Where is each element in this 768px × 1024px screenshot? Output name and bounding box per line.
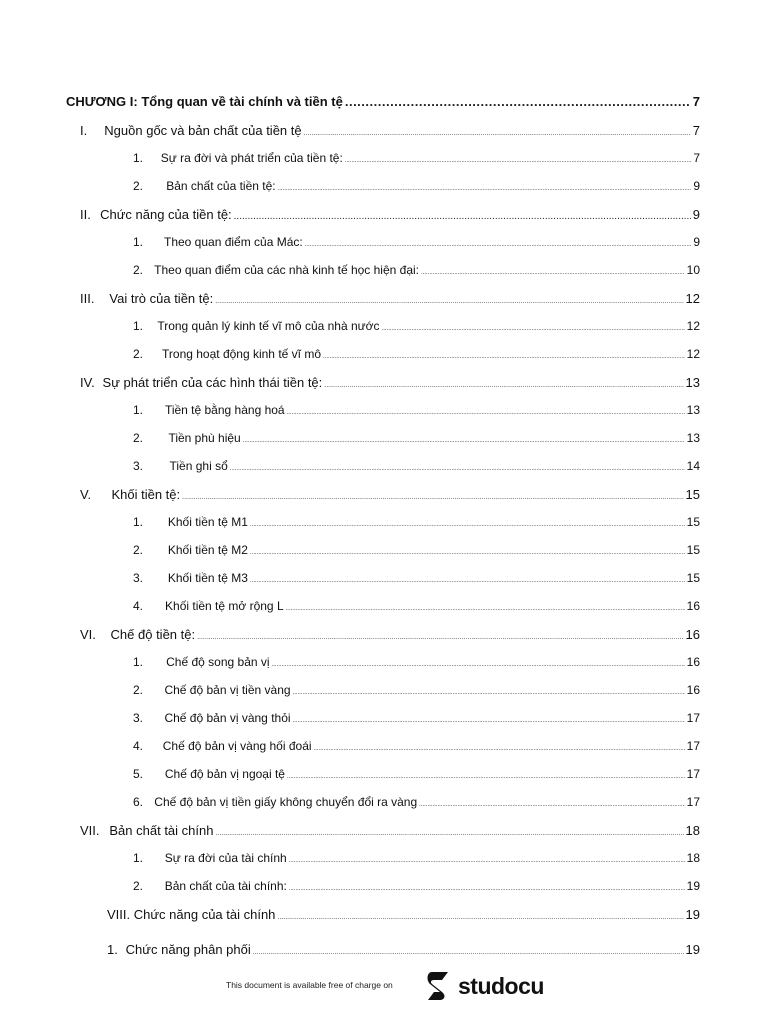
subsection-page: 17	[686, 767, 700, 781]
subsection-page: 18	[686, 851, 700, 865]
subsection-page: 13	[686, 431, 700, 445]
subsection-title: Bản chất của tài chính:	[164, 879, 287, 893]
subsection-number: 4.	[133, 599, 144, 613]
chapter-page: 7	[692, 94, 700, 109]
studocu-logo[interactable]	[424, 970, 544, 1002]
subsection-title: Tiền phù hiệu	[168, 431, 241, 445]
subsection-page: 15	[686, 515, 700, 529]
section-page: 15	[685, 487, 700, 502]
subsection-number: 2.	[133, 179, 144, 193]
subsection-number: 1.	[133, 655, 144, 669]
toc-subsection[interactable]	[107, 942, 700, 957]
subsection-number: 1.	[133, 851, 144, 865]
toc-subsection[interactable]	[133, 683, 700, 697]
dot-leader	[277, 914, 683, 921]
subsection-number: 1.	[133, 515, 144, 529]
subsection-page: 19	[686, 879, 700, 893]
subsection-page: 10	[686, 263, 700, 277]
section-page: 13	[685, 375, 700, 390]
toc-subsection[interactable]	[133, 543, 700, 557]
section-title: Vai trò của tiền tệ:	[109, 291, 214, 306]
subsection-title: Khối tiền tệ mở rộng L	[165, 599, 284, 613]
subsection-number: 2.	[133, 431, 144, 445]
section-number: IV.	[80, 375, 95, 390]
toc-subsection[interactable]	[133, 767, 700, 781]
subsection-number: 5.	[133, 767, 144, 781]
chapter-title: CHƯƠNG I: Tổng quan về tài chính và tiền tệ	[66, 94, 343, 109]
dot-leader	[382, 326, 685, 332]
toc-section-3[interactable]	[80, 291, 700, 306]
subsection-number: 1.	[133, 403, 144, 417]
dot-leader	[419, 802, 684, 808]
subsection-title: Khối tiền tệ M3	[167, 571, 248, 585]
subsection-title: Chế độ bản vị vàng hối đoái	[162, 739, 312, 753]
dot-leader	[253, 949, 684, 956]
dot-leader	[215, 298, 683, 305]
studocu-wordmark: studocu	[458, 972, 544, 999]
footer-text: This document is available free of charge on	[226, 980, 393, 990]
section-page: 9	[692, 207, 700, 222]
dot-leader	[278, 186, 692, 192]
subsection-number: 1.	[133, 235, 144, 249]
subsection-page: 16	[686, 599, 700, 613]
dot-leader	[250, 550, 685, 556]
dot-leader	[323, 354, 685, 360]
toc-chapter[interactable]	[66, 94, 700, 109]
toc-subsection[interactable]	[133, 263, 700, 277]
subsection-page: 16	[686, 683, 700, 697]
subsection-number: 2.	[133, 543, 144, 557]
section-title: Khối tiền tệ:	[111, 487, 181, 502]
section-number: II.	[80, 207, 91, 222]
subsection-title: Theo quan điểm của các nhà kinh tế học hiện đại:	[154, 263, 419, 277]
section-page: 18	[685, 823, 700, 838]
toc-subsection[interactable]	[133, 403, 700, 417]
dot-leader	[289, 886, 685, 892]
subsection-number: 6.	[133, 795, 144, 809]
toc-section-8[interactable]	[107, 907, 700, 922]
dot-leader	[345, 94, 691, 109]
subsection-page: 19	[685, 942, 700, 957]
subsection-number: 1.	[133, 151, 144, 165]
dot-leader	[215, 830, 683, 837]
dot-leader	[182, 494, 683, 501]
subsection-page: 13	[686, 403, 700, 417]
dot-leader	[305, 242, 692, 248]
dot-leader	[250, 522, 685, 528]
subsection-title: Chế độ bản vị tiền vàng	[164, 683, 291, 697]
section-number: VII.	[80, 823, 100, 838]
toc-section-1[interactable]	[80, 123, 700, 138]
dot-leader	[230, 466, 685, 472]
section-title: Chế độ tiền tệ:	[110, 627, 196, 642]
subsection-number: 4.	[133, 739, 144, 753]
section-page: 16	[685, 627, 700, 642]
subsection-page: 7	[693, 151, 700, 165]
subsection-title: Chế độ bản vị tiền giấy không chuyển đổi ra vàng	[154, 795, 418, 809]
section-title: VIII. Chức năng của tài chính	[107, 907, 276, 922]
toc-subsection[interactable]	[133, 571, 700, 585]
studocu-logo-icon	[424, 970, 454, 1002]
toc-subsection[interactable]	[133, 179, 700, 193]
toc-section-2[interactable]	[80, 207, 700, 222]
section-number: I.	[80, 123, 88, 138]
dot-leader	[243, 438, 685, 444]
toc-subsection[interactable]	[133, 319, 700, 333]
toc-subsection[interactable]	[133, 431, 700, 445]
subsection-number: 3.	[133, 571, 144, 585]
dot-leader	[286, 606, 685, 612]
subsection-number: 3.	[133, 711, 144, 725]
subsection-page: 9	[693, 235, 700, 249]
toc-section-4[interactable]	[80, 375, 700, 390]
dot-leader	[345, 158, 692, 164]
subsection-number: 2.	[133, 263, 144, 277]
subsection-page: 17	[686, 795, 700, 809]
toc-subsection[interactable]	[133, 795, 700, 809]
subsection-title: Trong hoạt động kinh tế vĩ mô	[162, 347, 321, 361]
dot-leader	[293, 690, 685, 696]
subsection-page: 15	[686, 543, 700, 557]
section-number: V.	[80, 487, 92, 502]
dot-leader	[287, 774, 685, 780]
subsection-page: 15	[686, 571, 700, 585]
subsection-number: 2.	[133, 879, 144, 893]
footer-banner	[0, 966, 768, 1006]
section-title: Bản chất tài chính	[109, 823, 214, 838]
dot-leader	[234, 211, 691, 222]
subsection-number: 2.	[133, 347, 144, 361]
section-number: VI.	[80, 627, 96, 642]
subsection-title: Sự ra đời của tài chính	[164, 851, 287, 865]
toc-subsection[interactable]	[133, 151, 700, 165]
toc-subsection[interactable]	[133, 879, 700, 893]
subsection-title: Chức năng phân phối	[125, 942, 251, 957]
section-page: 7	[692, 123, 700, 138]
toc-subsection[interactable]	[133, 599, 700, 613]
dot-leader	[293, 718, 685, 724]
toc-subsection[interactable]	[133, 235, 700, 249]
dot-leader	[324, 382, 683, 389]
subsection-page: 12	[686, 347, 700, 361]
toc-subsection[interactable]	[133, 515, 700, 529]
toc-section-6[interactable]	[80, 627, 700, 642]
subsection-title: Sự ra đời và phát triển của tiền tệ:	[160, 151, 343, 165]
section-title: Nguồn gốc và bản chất của tiền tệ	[104, 123, 302, 138]
dot-leader	[272, 662, 685, 668]
subsection-title: Tiền tệ bằng hàng hoá	[164, 403, 285, 417]
subsection-title: Trong quản lý kinh tế vĩ mô của nhà nước	[157, 319, 380, 333]
toc-subsection[interactable]	[133, 459, 700, 473]
subsection-title: Chế độ bản vị vàng thỏi	[164, 711, 291, 725]
subsection-page: 14	[686, 459, 700, 473]
section-title: Chức năng của tiền tệ:	[100, 207, 232, 222]
section-page: 19	[685, 907, 700, 922]
subsection-number: 2.	[133, 683, 144, 697]
toc-subsection[interactable]	[133, 655, 700, 669]
subsection-page: 16	[686, 655, 700, 669]
subsection-number: 1.	[133, 319, 144, 333]
dot-leader	[250, 578, 685, 584]
subsection-number: 1.	[107, 942, 118, 957]
subsection-title: Chế độ song bản vị	[166, 655, 270, 669]
subsection-page: 17	[686, 739, 700, 753]
subsection-title: Chế độ bản vị ngoại tệ	[164, 767, 285, 781]
subsection-title: Bản chất của tiền tệ:	[166, 179, 276, 193]
toc-subsection[interactable]	[133, 347, 700, 361]
toc-subsection[interactable]	[133, 739, 700, 753]
subsection-title: Khối tiền tệ M2	[167, 543, 248, 557]
dot-leader	[421, 270, 685, 276]
dot-leader	[289, 858, 685, 864]
dot-leader	[287, 410, 685, 416]
subsection-page: 9	[693, 179, 700, 193]
toc-section-5[interactable]	[80, 487, 700, 502]
section-title: Sự phát triển của các hình thái tiền tệ:	[102, 375, 323, 390]
dot-leader	[304, 130, 691, 137]
subsection-title: Theo quan điểm của Mác:	[164, 235, 303, 249]
section-number: III.	[80, 291, 95, 306]
subsection-number: 3.	[133, 459, 144, 473]
dot-leader	[197, 634, 683, 641]
toc-subsection[interactable]	[133, 711, 700, 725]
toc-section-7[interactable]	[80, 823, 700, 838]
subsection-title: Tiền ghi sổ	[169, 459, 228, 473]
dot-leader	[314, 746, 685, 752]
subsection-page: 12	[686, 319, 700, 333]
section-page: 12	[685, 291, 700, 306]
toc-subsection[interactable]	[133, 851, 700, 865]
subsection-title: Khối tiền tệ M1	[167, 515, 248, 529]
subsection-page: 17	[686, 711, 700, 725]
